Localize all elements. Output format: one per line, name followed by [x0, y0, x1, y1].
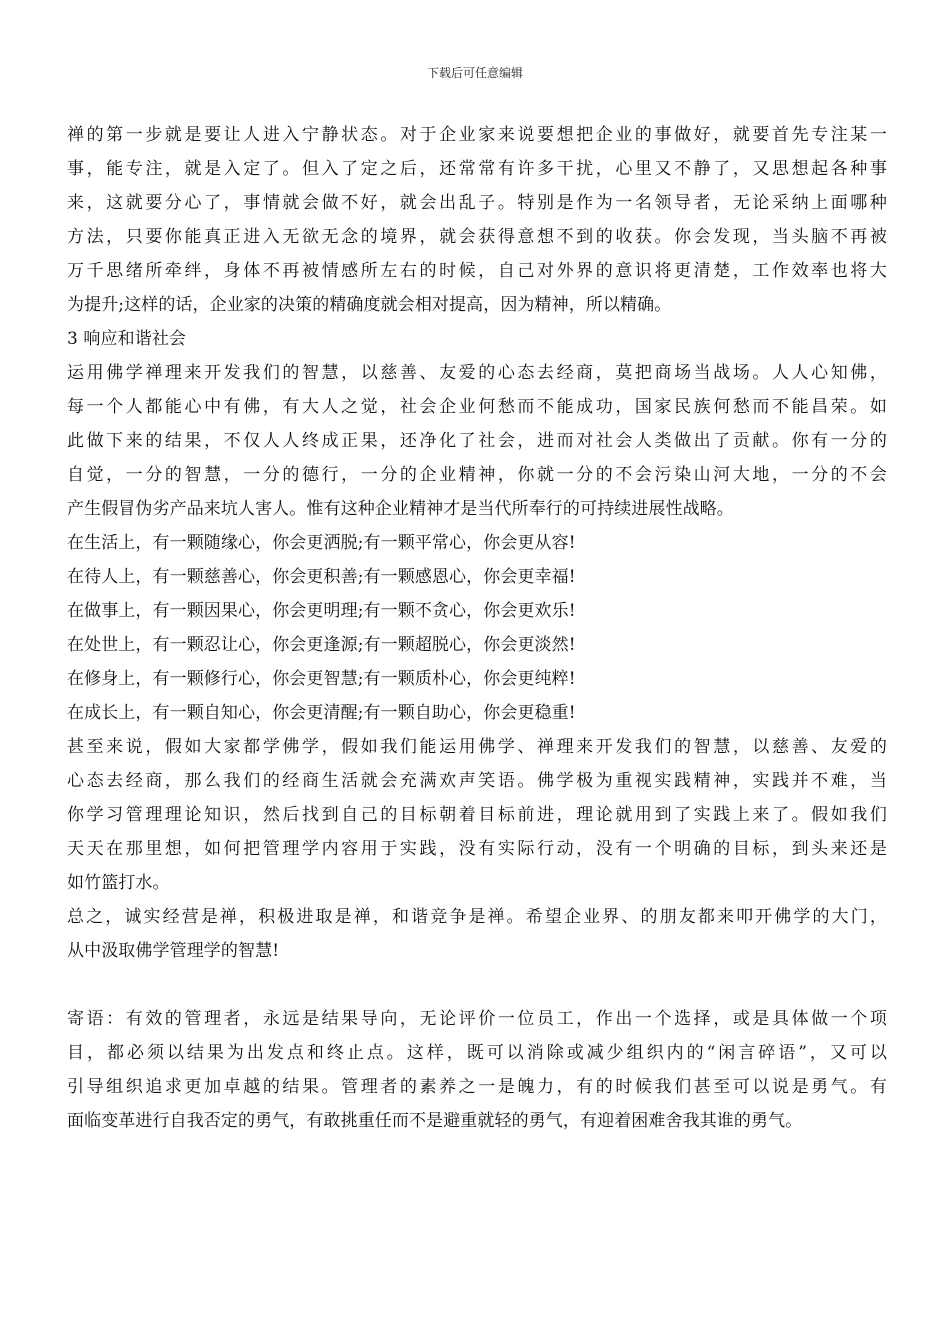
maxim-text: 在生活上，有一颗随缘心，你会更洒脱;有一颗平常心，你会更从容! — [67, 533, 576, 553]
paragraph-line: 天天在那里想，如何把管理学内容用于实践，没有实际行动，没有一个明确的目标，到头来还是 — [67, 839, 887, 859]
paragraph-line: 你学习管理理论知识，然后找到自己的目标朝着目标前进，理论就用到了实践上来了。假如我们 — [67, 805, 887, 825]
paragraph-line: 每一个人都能心中有佛，有大人之觉，社会企业何愁而不能成功，国家民族何愁而不能昌荣。如 — [67, 397, 887, 417]
maxim-self — [67, 662, 887, 696]
paragraph-meditation — [67, 118, 887, 322]
maxim-text: 在成长上，有一颗自知心，你会更清醒;有一颗自助心，你会更稳重! — [67, 703, 576, 723]
paragraph-line: 产生假冒伪劣产品来坑人害人。惟有这种企业精神才是当代所奉行的可持续进展性战略。 — [67, 499, 734, 519]
paragraph-line: 寄语：有效的管理者，永远是结果导向，无论评价一位员工，作出一个选择，或是具体做一个项 — [67, 1009, 887, 1029]
document-body — [67, 118, 887, 1138]
paragraph-line: 来，这就要分心了，事情就会做不好，就会出乱子。特别是作为一名领导者，无论采纳上面哪种 — [67, 193, 887, 213]
blank-line — [67, 968, 887, 1002]
paragraph-line: 自觉，一分的智慧，一分的德行，一分的企业精神，你就一分的不会污染山河大地，一分的不会 — [67, 465, 887, 485]
paragraph-line: 此做下来的结果，不仅人人终成正果，还净化了社会，进而对社会人类做出了贡献。你有一分的 — [67, 431, 887, 451]
maxim-people — [67, 560, 887, 594]
maxim-growth — [67, 696, 887, 730]
paragraph-line: 事，能专注，就是入定了。但入了定之后，还常常有许多干扰，心里又不静了，又思想起各种事 — [67, 159, 887, 179]
paragraph-line: 引导组织追求更加卓越的结果。管理者的素养之一是魄力，有的时候我们甚至可以说是勇气。有 — [67, 1077, 887, 1097]
paragraph-harmony — [67, 356, 887, 526]
paragraph-message — [67, 1002, 887, 1138]
maxim-text: 在处世上，有一颗忍让心，你会更逢源;有一颗超脱心，你会更淡然! — [67, 635, 576, 655]
paragraph-line: 甚至来说，假如大家都学佛学，假如我们能运用佛学、禅理来开发我们的智慧，以慈善、友爱的 — [67, 737, 887, 757]
paragraph-line: 方法，只要你能真正进入无欲无念的境界，就会获得意想不到的收获。你会发现，当头脑不再被 — [67, 227, 887, 247]
maxim-text: 在做事上，有一颗因果心，你会更明理;有一颗不贪心，你会更欢乐! — [67, 601, 576, 621]
section-heading — [67, 322, 887, 356]
paragraph-line: 从中汲取佛学管理学的智慧! — [67, 941, 280, 961]
paragraph-line: 如竹篮打水。 — [67, 873, 170, 893]
paragraph-line: 禅的第一步就是要让人进入宁静状态。对于企业家来说要想把企业的事做好，就要首先专注某一 — [67, 125, 887, 145]
page-header: 下载后可任意编辑 — [426, 66, 523, 80]
paragraph-line: 总之，诚实经营是禅，积极进取是禅，和谐竞争是禅。希望企业界、的朋友都来叩开佛学的大门， — [67, 907, 887, 927]
paragraph-line: 目，都必须以结果为出发点和终止点。这样，既可以消除或减少组织内的“闲言碎语”，又可以 — [67, 1043, 887, 1063]
maxim-life — [67, 526, 887, 560]
paragraph-line: 为提升;这样的话，企业家的决策的精确度就会相对提高，因为精神，所以精确。 — [67, 295, 672, 315]
paragraph-line: 万千思绪所牵绊，身体不再被情感所左右的时候，自己对外界的意识将更清楚，工作效率也将大 — [67, 261, 887, 281]
maxim-text: 在待人上，有一颗慈善心，你会更积善;有一颗感恩心，你会更幸福! — [67, 567, 576, 587]
maxim-world — [67, 628, 887, 662]
maxim-work — [67, 594, 887, 628]
section-heading-text: 3 响应和谐社会 — [67, 329, 187, 349]
paragraph-line: 心态去经商，那么我们的经商生活就会充满欢声笑语。佛学极为重视实践精神，实践并不难，当 — [67, 771, 887, 791]
maxim-text: 在修身上，有一颗修行心，你会更智慧;有一颗质朴心，你会更纯粹! — [67, 669, 576, 689]
paragraph-line: 面临变革进行自我否定的勇气，有敢挑重任而不是避重就轻的勇气，有迎着困难舍我其谁的勇气。 — [67, 1111, 803, 1131]
paragraph-line: 运用佛学禅理来开发我们的智慧，以慈善、友爱的心态去经商，莫把商场当战场。人人心知佛， — [67, 363, 887, 383]
paragraph-summary — [67, 900, 887, 968]
paragraph-practice — [67, 730, 887, 900]
